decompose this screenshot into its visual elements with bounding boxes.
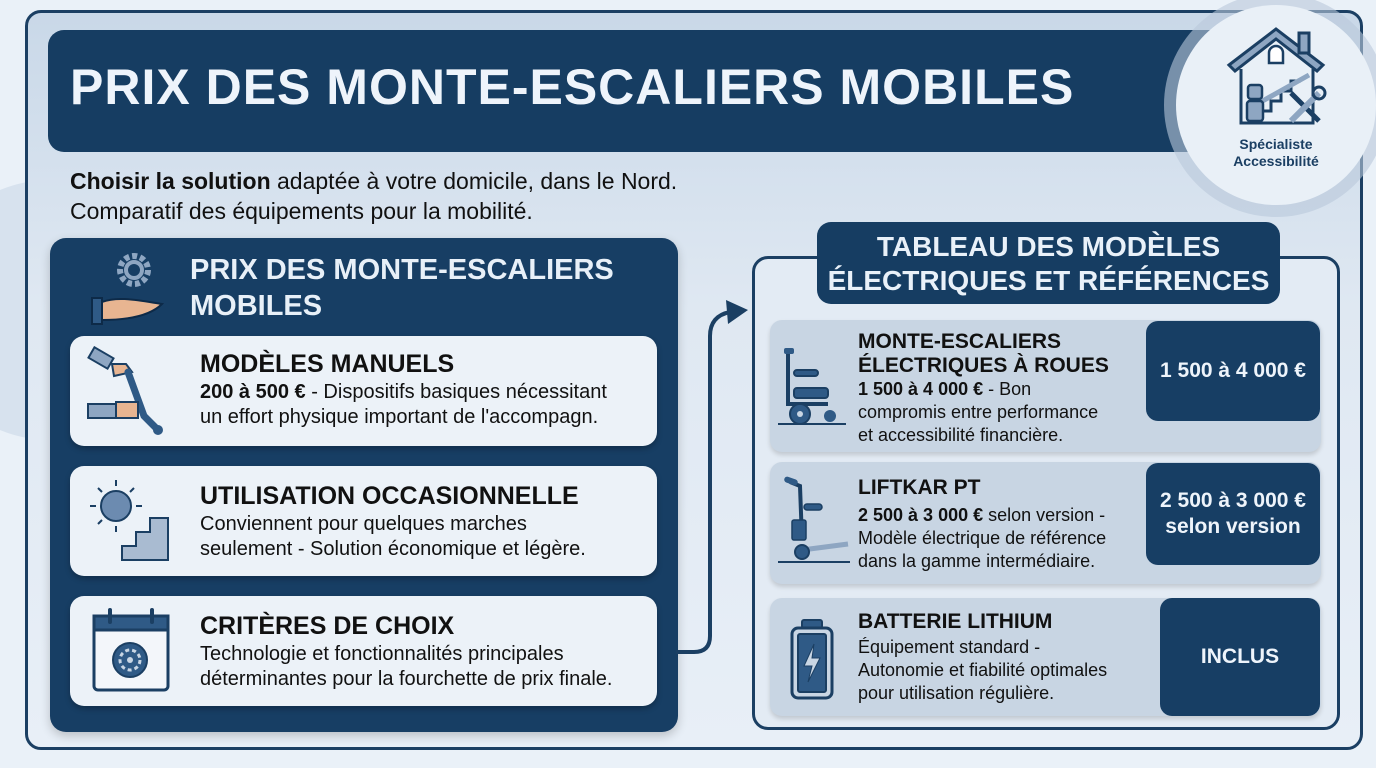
card-desc: Conviennent pour quelques marches seulement - Solution économique et légère. bbox=[200, 513, 586, 560]
manual-models-panel bbox=[50, 238, 678, 732]
right-panel-title: TABLEAU DES MODÈLES ÉLECTRIQUES ET RÉFÉRENCES bbox=[817, 222, 1280, 304]
card-occasional-use bbox=[70, 466, 657, 576]
row-title: BATTERIE LITHIUM bbox=[858, 610, 1053, 633]
hands-crank-icon bbox=[84, 346, 184, 438]
badge-line-2: Accessibilité bbox=[1233, 153, 1319, 169]
price-badge: 1 500 à 4 000 € bbox=[1146, 321, 1320, 421]
intro-line2: Comparatif des équipements pour la mobilité. bbox=[70, 198, 533, 224]
row-title: LIFTKAR PT bbox=[858, 476, 981, 499]
intro-bold: Choisir la solution bbox=[70, 168, 271, 194]
price-badge: 2 500 à 3 000 € selon version bbox=[1146, 463, 1320, 565]
gear-hand-icon bbox=[88, 250, 168, 328]
price-badge: INCLUS bbox=[1160, 598, 1320, 716]
row-desc: 2 500 à 3 000 € selon version - Modèle électrique de référence dans la gamme intermédiaire. bbox=[858, 505, 1107, 571]
badge-line-1: Spécialiste bbox=[1239, 136, 1313, 152]
specialist-badge bbox=[1176, 5, 1376, 205]
page-title: PRIX DES MONTE-ESCALIERS MOBILES bbox=[70, 59, 1075, 115]
row-desc: 1 500 à 4 000 € - Bon compromis entre performance et accessibilité financière. bbox=[858, 379, 1099, 445]
card-selection-criteria bbox=[70, 596, 657, 706]
row-desc: Équipement standard - Autonomie et fiabilité optimales pour utilisation régulière. bbox=[858, 637, 1108, 703]
row-title: MONTE-ESCALIERS ÉLECTRIQUES À ROUES bbox=[858, 330, 1109, 377]
card-title: MODÈLES MANUELS bbox=[200, 350, 455, 378]
calendar-wheel-icon bbox=[92, 608, 172, 694]
intro-line1: adaptée à votre domicile, dans le Nord. bbox=[270, 168, 678, 194]
card-manual-models bbox=[70, 336, 657, 446]
card-title: CRITÈRES DE CHOIX bbox=[200, 612, 455, 640]
stair-climber-icon bbox=[778, 476, 850, 568]
card-desc: 200 à 500 € - Dispositifs basiques nécessitant un effort physique important de l'accompagn. bbox=[200, 381, 607, 428]
battery-icon bbox=[790, 618, 834, 700]
wheelchair-icon bbox=[778, 344, 846, 426]
house-stairlift-tools-icon bbox=[1221, 23, 1331, 133]
connector-arrow-icon bbox=[676, 296, 756, 658]
card-desc: Technologie et fonctionnalités principales déterminantes pour la fourchette de prix finale. bbox=[200, 643, 613, 690]
card-title: UTILISATION OCCASIONNELLE bbox=[200, 482, 579, 510]
left-panel-title: PRIX DES MONTE-ESCALIERS MOBILES bbox=[190, 254, 614, 322]
intro-text bbox=[70, 166, 677, 226]
sun-stairs-icon bbox=[88, 478, 178, 568]
